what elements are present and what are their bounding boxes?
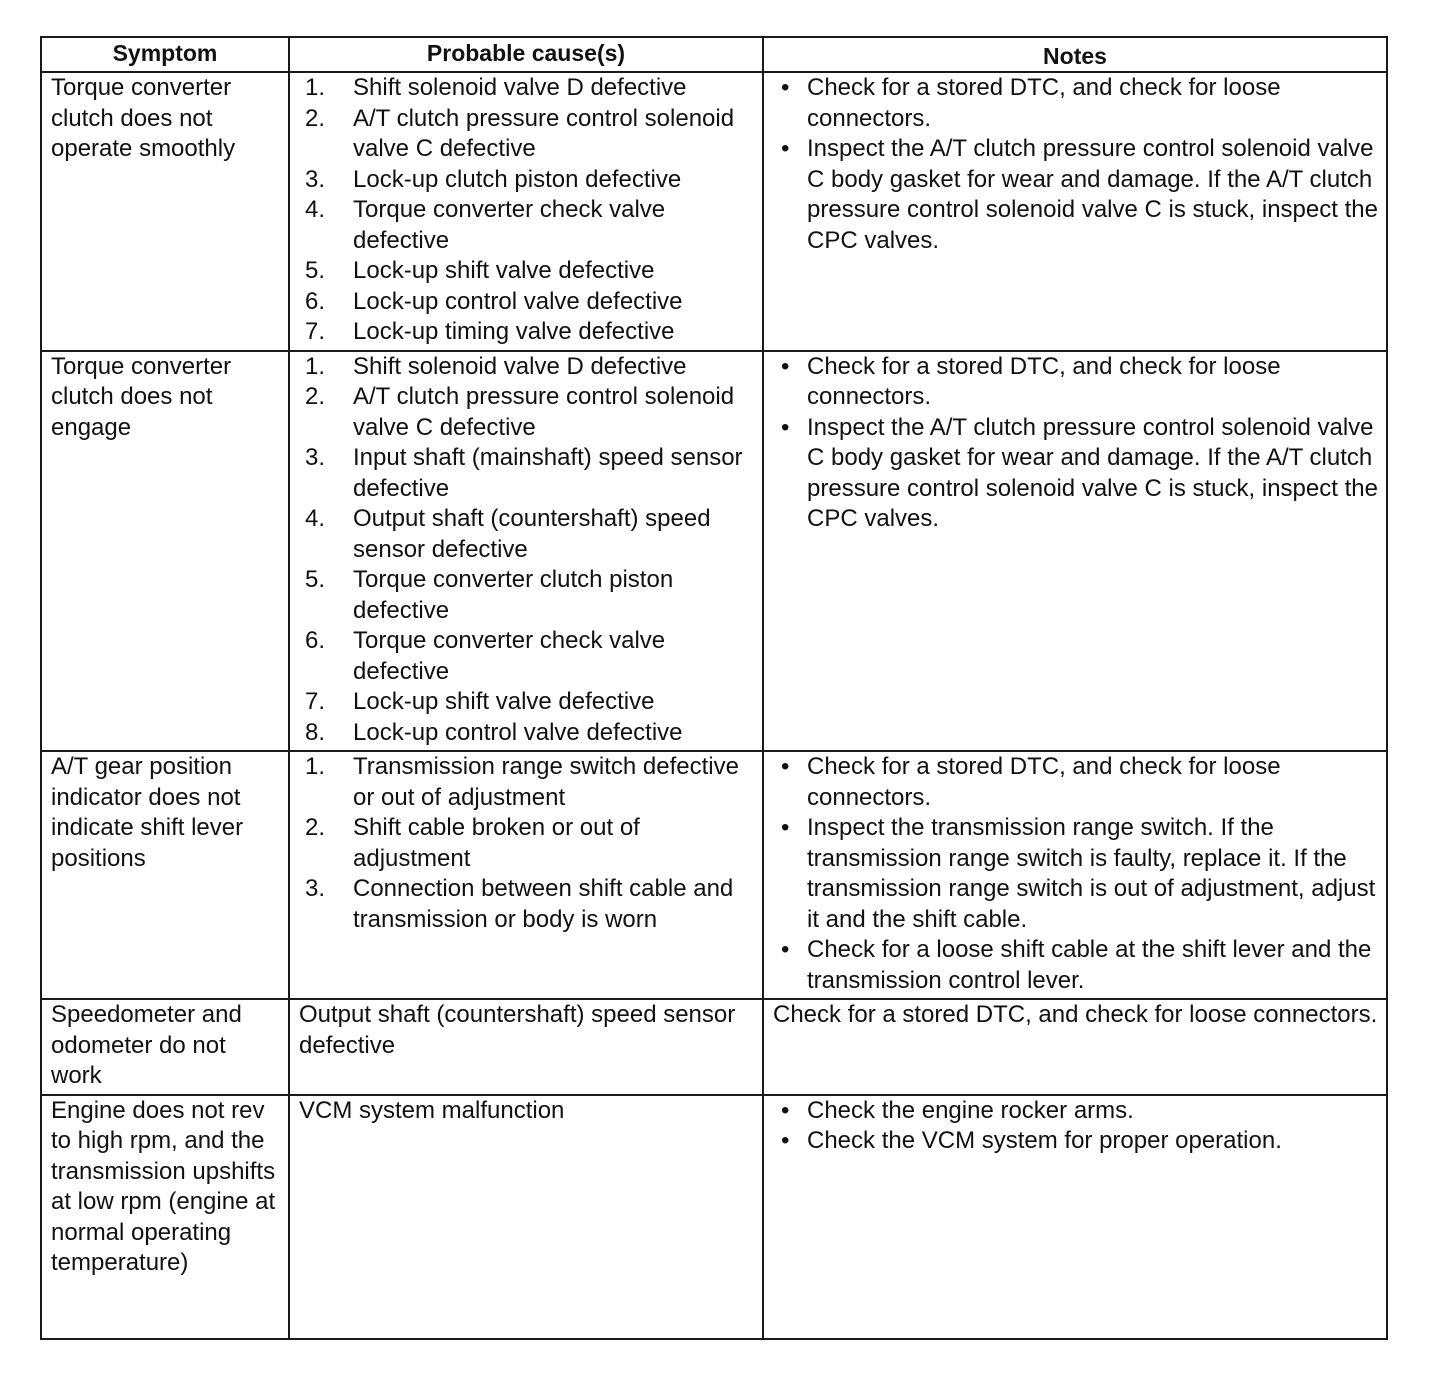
cause-cell xyxy=(289,351,763,752)
note-text: Check the engine rocker arms. xyxy=(807,1096,1134,1124)
cause-text: Input shaft (mainshaft) speed sensor defective xyxy=(353,444,743,502)
note-item xyxy=(773,1096,1378,1127)
cause-list xyxy=(299,352,754,749)
bullet-icon: • xyxy=(781,936,790,963)
list-item xyxy=(299,687,754,718)
bullet-icon: • xyxy=(781,753,790,780)
cause-text: Shift cable broken or out of adjustment xyxy=(353,814,640,872)
bullet-icon: • xyxy=(781,1096,790,1124)
cause-cell xyxy=(289,72,763,351)
header-probable-causes: Probable cause(s) xyxy=(289,37,763,72)
list-item xyxy=(299,287,754,318)
bullet-icon: • xyxy=(781,814,790,841)
note-item xyxy=(773,73,1378,134)
item-number: 1. xyxy=(305,352,326,380)
notes-list xyxy=(773,752,1378,996)
list-item xyxy=(299,443,754,504)
table-row xyxy=(41,72,1387,351)
list-item xyxy=(299,382,754,443)
symptom-cell: Speedometer and odometer do not work xyxy=(41,999,289,1095)
list-item xyxy=(299,73,754,104)
note-item xyxy=(773,935,1378,996)
list-item xyxy=(299,626,754,687)
note-text: Check for a stored DTC, and check for loose connectors. xyxy=(807,352,1281,410)
notes-cell: Check for a stored DTC, and check for loose connectors. xyxy=(763,999,1387,1095)
cause-cell xyxy=(289,751,763,999)
table-row xyxy=(41,1095,1387,1339)
cause-list xyxy=(299,752,754,935)
cause-text: Shift solenoid valve D defective xyxy=(353,352,687,380)
notes-cell xyxy=(763,351,1387,752)
table-row xyxy=(41,351,1387,752)
item-number: 8. xyxy=(305,718,326,746)
cause-text: Torque converter check valve defective xyxy=(353,196,666,254)
notes-cell xyxy=(763,72,1387,351)
item-number: 4. xyxy=(305,505,326,532)
cause-text: Lock-up control valve defective xyxy=(353,287,683,315)
header-row xyxy=(41,37,1387,72)
item-number: 2. xyxy=(305,104,326,132)
note-item xyxy=(773,752,1378,813)
note-text: Check for a loose shift cable at the shift lever and the transmission control lever. xyxy=(807,936,1372,994)
cause-text: Shift solenoid valve D defective xyxy=(353,74,687,101)
cause-list xyxy=(299,73,754,348)
note-item xyxy=(773,1126,1378,1157)
note-item xyxy=(773,352,1378,413)
table-row xyxy=(41,751,1387,999)
symptom-cell: Torque converter clutch does not operate smoothly xyxy=(41,72,289,351)
note-text: Inspect the A/T clutch pressure control solenoid valve C body gasket for wear and damage. If the A/T clutch pressure control solenoid valve C is stuck, inspect the CPC valves. xyxy=(807,135,1378,254)
note-text: Check the VCM system for proper operation. xyxy=(807,1127,1282,1154)
list-item xyxy=(299,565,754,626)
cause-text: Lock-up shift valve defective xyxy=(353,257,655,284)
item-number: 7. xyxy=(305,688,326,715)
bullet-icon: • xyxy=(781,74,790,101)
list-item xyxy=(299,504,754,565)
list-item xyxy=(299,256,754,287)
cause-text: Transmission range switch defective or out of adjustment xyxy=(353,753,739,811)
cause-text: Lock-up clutch piston defective xyxy=(353,165,682,193)
notes-cell xyxy=(763,1095,1387,1339)
list-item xyxy=(299,718,754,749)
symptom-cell: A/T gear position indicator does not indicate shift lever positions xyxy=(41,751,289,999)
note-item xyxy=(773,134,1378,256)
cause-text: A/T clutch pressure control solenoid valve C defective xyxy=(353,383,735,441)
bullet-icon: • xyxy=(781,135,790,162)
list-item xyxy=(299,195,754,256)
notes-list xyxy=(773,352,1378,535)
item-number: 1. xyxy=(305,753,326,780)
symptom-cell: Torque converter clutch does not engage xyxy=(41,351,289,752)
cause-text: A/T clutch pressure control solenoid valve C defective xyxy=(353,104,735,162)
notes-cell xyxy=(763,751,1387,999)
item-number: 2. xyxy=(305,814,326,841)
cause-text: Connection between shift cable and transmission or body is worn xyxy=(353,875,734,933)
bullet-icon: • xyxy=(781,413,790,441)
notes-list xyxy=(773,1096,1378,1157)
cause-text: Lock-up control valve defective xyxy=(353,718,683,746)
item-number: 1. xyxy=(305,74,326,101)
item-number: 7. xyxy=(305,318,326,345)
item-number: 3. xyxy=(305,165,326,193)
list-item xyxy=(299,317,754,348)
notes-list xyxy=(773,73,1378,256)
note-text: Check for a stored DTC, and check for loose connectors. xyxy=(807,753,1281,811)
note-item xyxy=(773,813,1378,935)
list-item xyxy=(299,352,754,383)
list-item xyxy=(299,104,754,165)
item-number: 4. xyxy=(305,196,326,223)
note-text: Check for a stored DTC, and check for loose connectors. xyxy=(807,74,1281,132)
note-item xyxy=(773,413,1378,535)
cause-text: Lock-up timing valve defective xyxy=(353,318,675,345)
cause-cell: Output shaft (countershaft) speed sensor defective xyxy=(289,999,763,1095)
header-notes: Notes xyxy=(763,37,1387,72)
item-number: 6. xyxy=(305,287,326,315)
list-item xyxy=(299,813,754,874)
item-number: 2. xyxy=(305,383,326,410)
header-symptom: Symptom xyxy=(41,37,289,72)
cause-text: Output shaft (countershaft) speed sensor defective xyxy=(353,505,711,563)
symptom-cell: Engine does not rev to high rpm, and the transmission upshifts at low rpm (engine at normal operating temperature) xyxy=(41,1095,289,1339)
cause-text: Torque converter check valve defective xyxy=(353,627,666,685)
table-row xyxy=(41,999,1387,1095)
cause-text: Lock-up shift valve defective xyxy=(353,688,655,715)
bullet-icon: • xyxy=(781,1127,790,1154)
list-item xyxy=(299,165,754,196)
note-text: Inspect the transmission range switch. If the transmission range switch is faulty, replace it. If the transmission range switch is out of adjustment, adjust it and the shift cable. xyxy=(807,814,1376,933)
list-item xyxy=(299,752,754,813)
troubleshooting-table xyxy=(40,36,1388,1340)
list-item xyxy=(299,874,754,935)
item-number: 5. xyxy=(305,566,326,593)
bullet-icon: • xyxy=(781,352,790,380)
item-number: 6. xyxy=(305,627,326,654)
item-number: 5. xyxy=(305,257,326,284)
cause-text: Torque converter clutch piston defective xyxy=(353,566,674,624)
item-number: 3. xyxy=(305,444,326,471)
note-text: Inspect the A/T clutch pressure control solenoid valve C body gasket for wear and damage. If the A/T clutch pressure control solenoid valve C is stuck, inspect the CPC valves. xyxy=(807,413,1378,532)
item-number: 3. xyxy=(305,875,326,902)
cause-cell: VCM system malfunction xyxy=(289,1095,763,1339)
